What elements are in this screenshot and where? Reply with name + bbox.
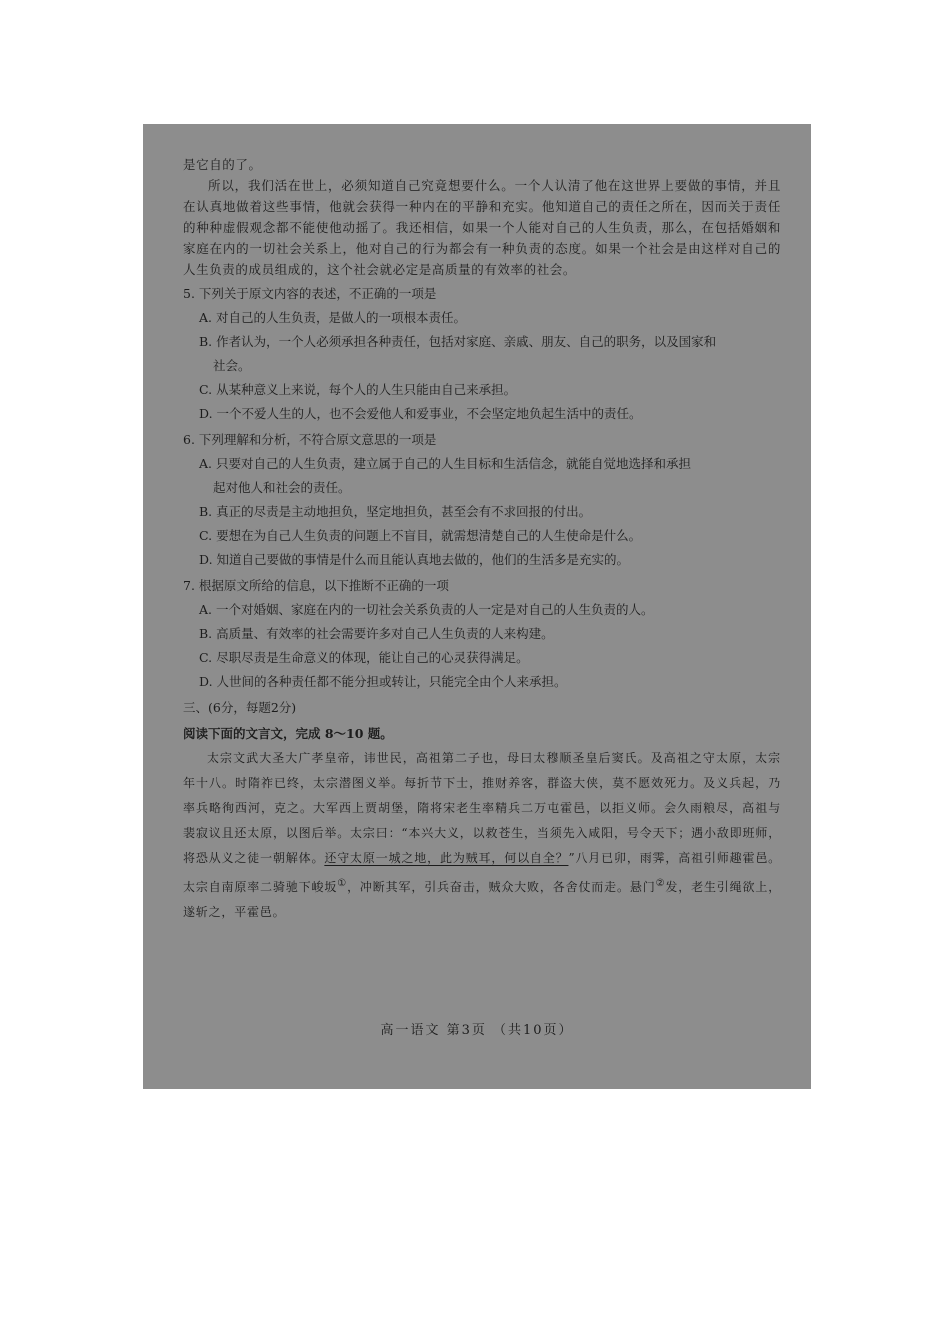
footnote-marker-2: ②	[655, 878, 666, 889]
question-7-option-d: D. 人世间的各种责任都不能分担或转让，只能完全由个人来承担。	[199, 674, 567, 689]
question-6-option-b: B. 真正的尽责是主动地担负，坚定地担负，甚至会有不求回报的付出。	[199, 504, 592, 519]
underlined-sentence: 还守太原一城之地，此为贼耳，何以自全？	[324, 851, 569, 865]
question-7-option-a: A. 一个对婚姻、家庭在内的一切社会关系负责的人一定是对自己的人生负责的人。	[199, 602, 654, 617]
scanned-page	[143, 124, 811, 1089]
section-3-instruction: 阅读下面的文言文，完成 8～10 题。	[183, 726, 393, 741]
question-6-option-d: D. 知道自己要做的事情是什么而且能认真地去做的，他们的生活多是充实的。	[199, 552, 630, 567]
question-5-option-d: D. 一个不爱人生的人，也不会爱他人和爱事业，不会坚定地负起生活中的责任。	[199, 406, 642, 421]
classical-passage	[183, 746, 781, 925]
question-6-option-a-line2: 起对他人和社会的责任。	[213, 480, 351, 495]
question-6-option-c: C. 要想在为自己人生负责的问题上不盲目，就需想清楚自己的人生使命是什么。	[199, 528, 642, 543]
question-5-option-b-line1: B. 作者认为，一个人必须承担各种责任，包括对家庭、亲戚、朋友、自己的职务，以及国家和	[199, 334, 717, 349]
classical-text-part2: ”八月已卯，雨霁，高祖引师趣霍邑。太宗自南原率二骑驰下峻坂	[183, 851, 781, 894]
footnote-marker-1: ①	[337, 878, 348, 889]
classical-text-part3: ，冲断其军，引兵奋击，贼众大败，各舍仗而走。悬门	[347, 880, 656, 894]
classical-text-part4: 发，老生引绳欲上，遂斩之，平霍邑。	[183, 880, 782, 919]
question-5-option-c: C. 从某种意义上来说，每个人的人生只能由自己来承担。	[199, 382, 517, 397]
question-7-option-b: B. 高质量、有效率的社会需要许多对自己人生负责的人来构建。	[199, 626, 554, 641]
question-5-option-b-line2: 社会。	[213, 358, 251, 373]
question-5-stem: 5. 下列关于原文内容的表述，不正确的一项是	[183, 286, 437, 301]
question-5-option-a: A. 对自己的人生负责，是做人的一项根本责任。	[199, 310, 466, 325]
question-6-option-a-line1: A. 只要对自己的人生负责，建立属于自己的人生目标和生活信念，就能自觉地选择和承担	[199, 456, 691, 471]
question-6-stem: 6. 下列理解和分析，不符合原文意思的一项是	[183, 432, 437, 447]
section-3-heading: 三、(6分，每题2分)	[183, 700, 297, 715]
classical-text-part1: 太宗文武大圣大广孝皇帝，讳世民，高祖第二子也，母曰太穆顺圣皇后窦氏。及高祖之守太原，太宗年十八。时隋祚已终，太宗潜图义举。每折节下士，推财养客，群盗大侠，莫不愿效死力。及义兵起，乃率兵略徇西河，克之。大军西上贾胡堡，隋将宋老生率精兵二万屯霍邑，以拒义师。会久雨粮尽，高祖与裴寂议且还太原，以图后举。太宗曰：“本兴大义，以救苍生，当须先入咸阳，号令天下；遇小敌即班师，将恐从义之徒一朝解体。	[183, 751, 781, 865]
question-7-stem: 7. 根据原文所给的信息，以下推断不正确的一项	[183, 578, 449, 593]
passage-line-0: 是它自的了。	[183, 157, 262, 172]
question-7-option-c: C. 尽职尽责是生命意义的体现，能让自己的心灵获得满足。	[199, 650, 529, 665]
question-6-option-a	[183, 452, 781, 500]
question-5-option-b	[183, 330, 781, 378]
passage-paragraph: 所以，我们活在世上，必须知道自己究竟想要什么。一个人认清了他在这世界上要做的事情，并且在认真地做着这些事情，他就会获得一种内在的平静和充实。他知道自己的责任之所在，因而关于责任的种种虚假观念都不能使他动摇了。我还相信，如果一个人能对自己的人生负责，那么，在包括婚姻和家庭在内的一切社会关系上，他对自己的行为都会有一种负责的态度。如果一个社会是由这样对自己的人生负责的成员组成的，这个社会就必定是高质量的有效率的社会。	[183, 178, 781, 277]
page-footer: 高一语文 第3页 （共10页）	[380, 1023, 574, 1038]
